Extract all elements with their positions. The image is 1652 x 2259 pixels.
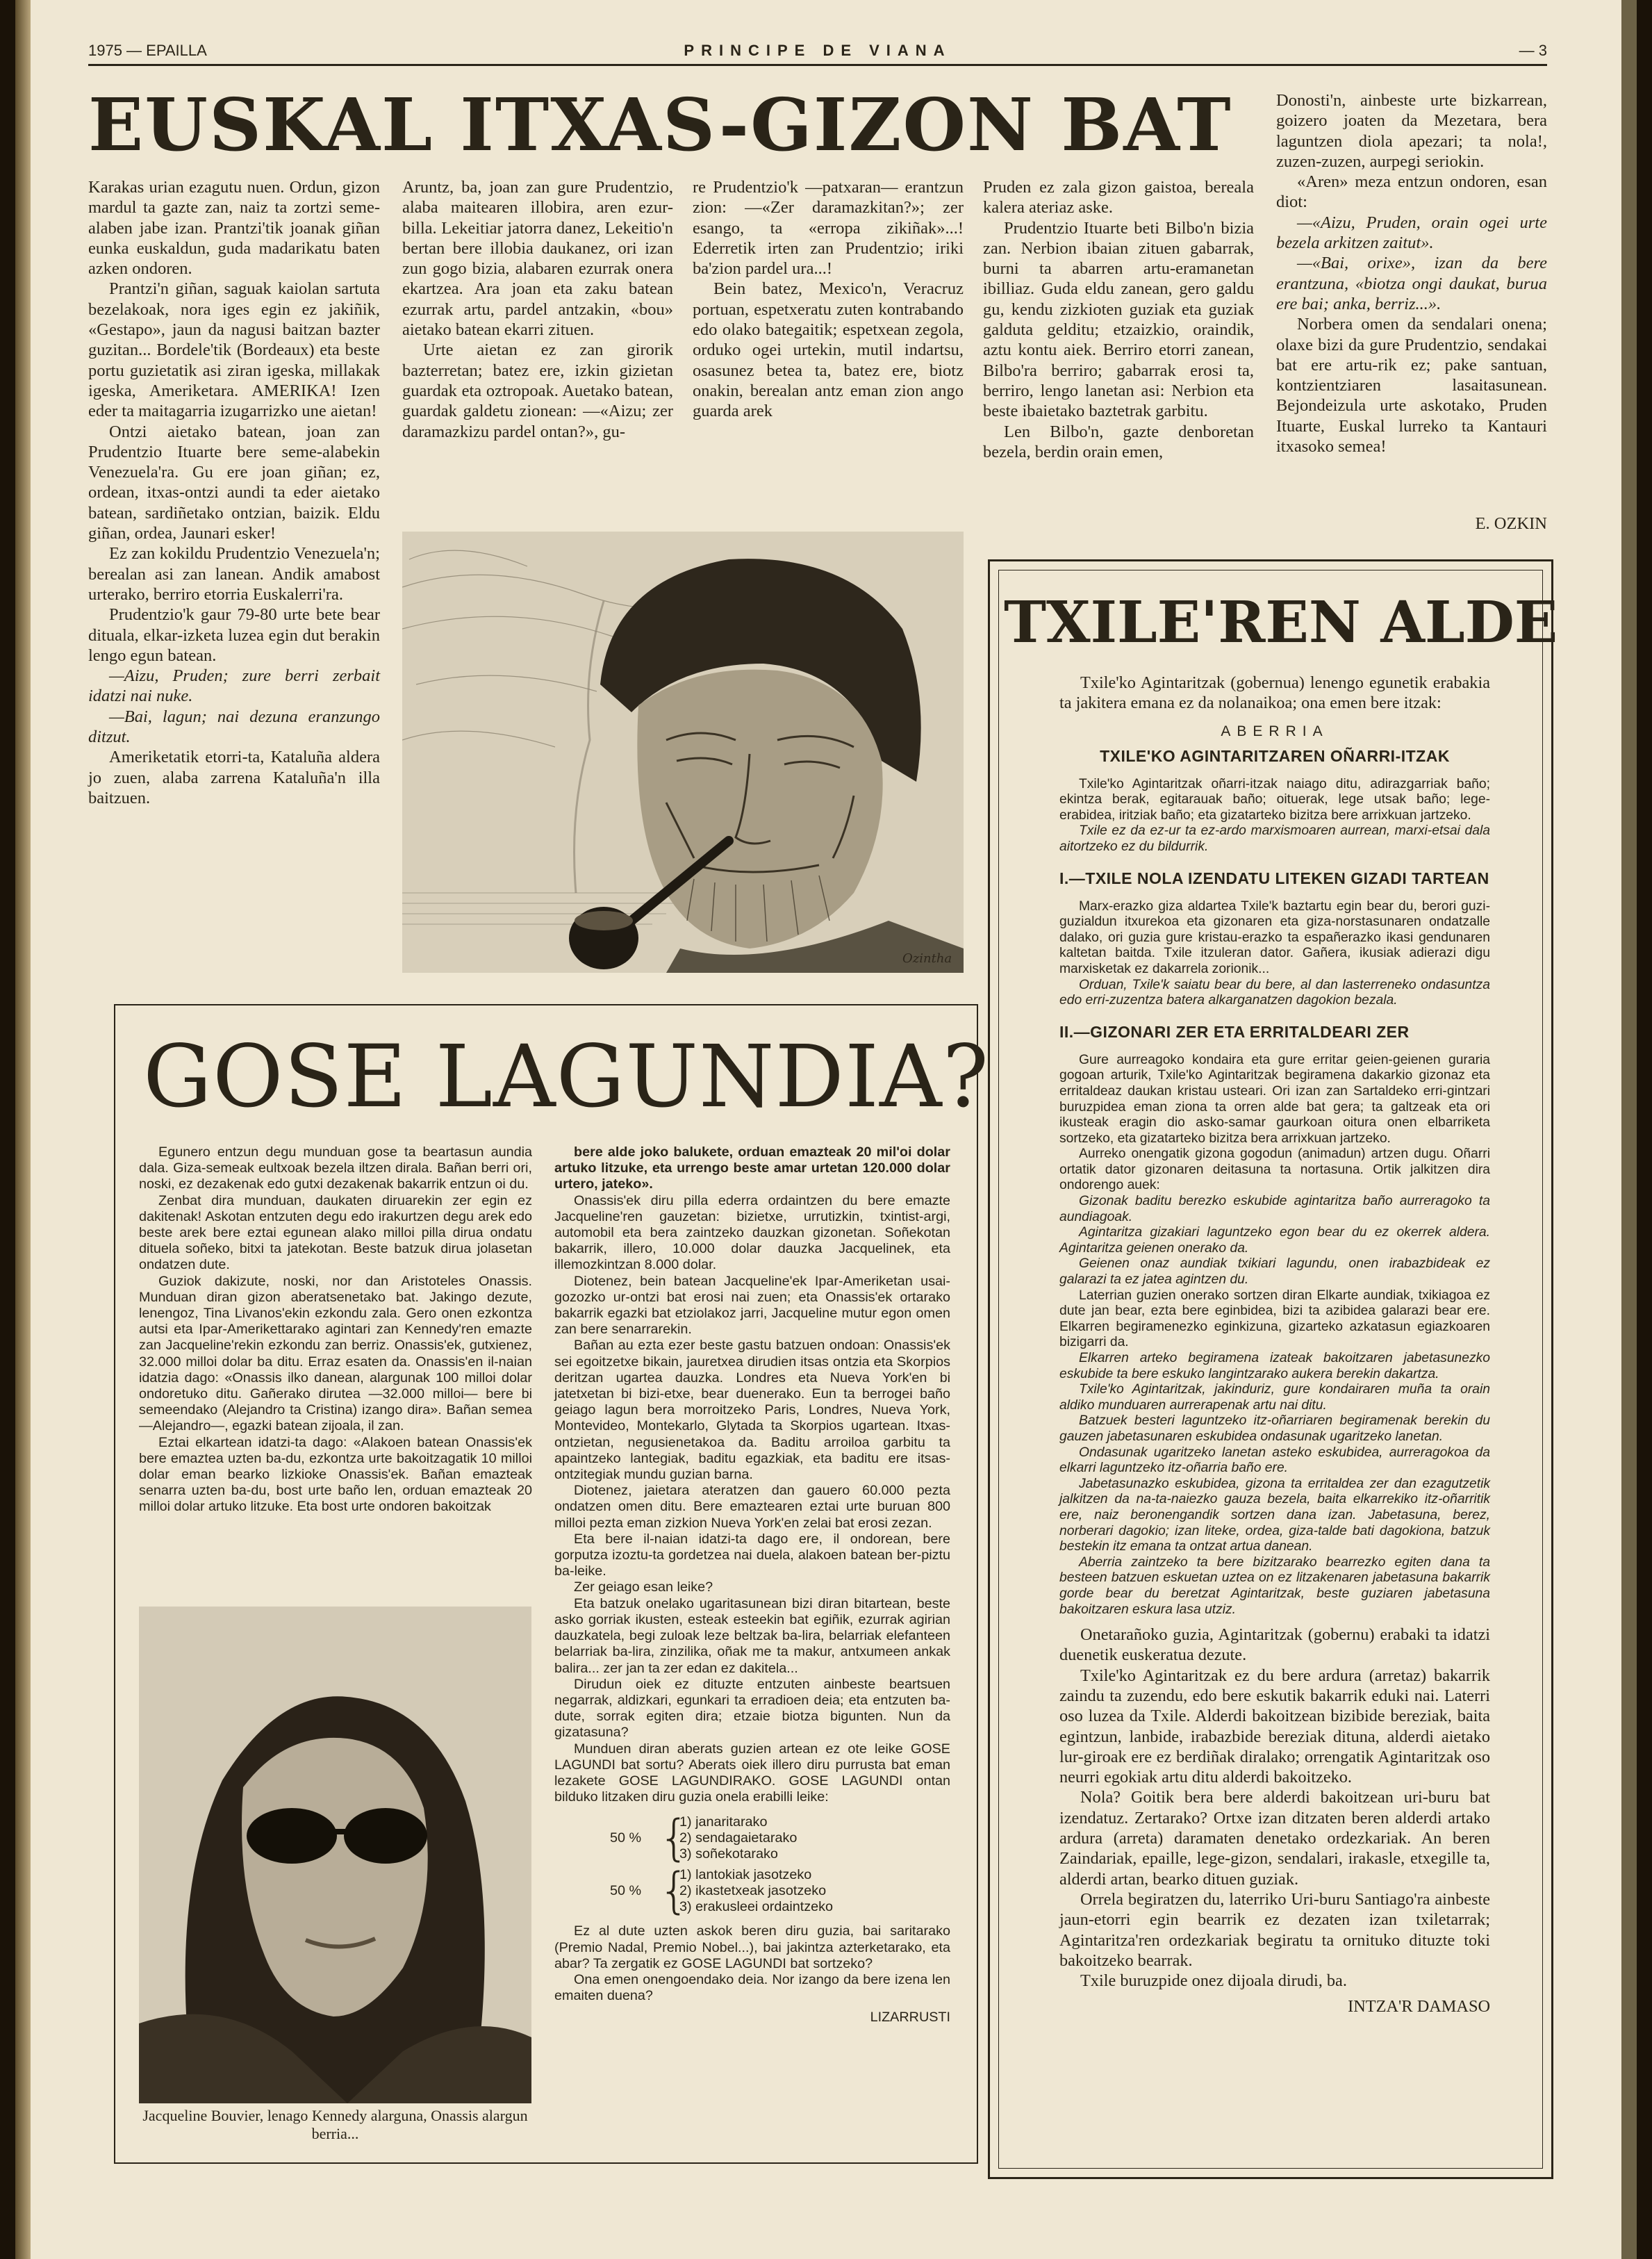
paragraph: re Prudentzio'k —patxaran— erantzun zion: —«Zer daramazkitan?»; zer esango, ta «erropa zikiñak»...! Ederretik irten zan Prudentzio; iriki ba'zion pardel ura...!: [693, 178, 964, 279]
paragraph: Bañan au ezta ezer beste gastu batzuen ondoan: Onassis'ek sei egoitzetxe bikain, jauretxea dirudien itsas ontzia eta Skorpios deritzan ugartea dauzka. Londres eta Nueva York'en bi jatetxetan bi bizi-etxe, bear duenerako. Eun ta berrogei baño geiago lagun bera morroitzeko Paris, Londres, Nueva York, Montevideo, Montekarlo, Glytada ta Skorpios ugartean. Itxas-ontzietan, negusienetakoa da. Baditu arroiloa garbitu ta apaintzeko lantegiak, baditu egazkiak, eta baditu ere itsas-ontzitegiak mundu guzian barna.: [554, 1338, 950, 1483]
section2-body: [1059, 1053, 1490, 1618]
paragraph: Aberria zaintzeko ta bere bizitzarako bearrezko egiten dana ta besteen batzuen eskuetan uztea on ez litzakenaren jabetasuna bakarrik gorde bear du beretzat Agintaritzak, beste guziaren jabetasuna bakoitzaren eskura lasa utziz.: [1059, 1554, 1490, 1617]
running-header: [88, 42, 1547, 65]
paragraph: Zenbat dira munduan, daukaten diruarekin zer egin ez dakitenak! Askotan entzuten degu edo irakurtzen degu arek edo beste arek bere eztai egunean alako milloi pilla dirua ondatu dituela soñeko, bitxi ta jatekotan. Beste batzuk dirua jolasetan ondatzen dute.: [139, 1192, 532, 1273]
paragraph: Munduen diran aberats guzien artean ez ote leike GOSE LAGUNDI bat sortu? Aberats oiek illero diru purrusta bat eman lezakete GOSE LAGUNDIRAKO. GOSE LAGUNDI ontan bilduko litzaken diru guzia onela erabilli leike:: [554, 1741, 950, 1805]
distribution-percent: 50 %: [610, 1830, 642, 1846]
paragraph: Dirudun oiek ez dituzte entzuten ainbeste beartsuen negarrak, aldizkari, egunkari ta erradioen deia; eta entzuten ba-dute, sorrak egiten dira; etzaie biotza bigunten. Nun da gizatasuna?: [554, 1676, 950, 1741]
paragraph: Eztai elkartean idatzi-ta dago: «Alakoen batean Onassis'ek bere emaztea uzten ba-du, ezkontza urte bakoitzagatik 10 milloi dolar eman bearko lizkioke Onassis'ek. Bañan emazteak senarra uzten ba-du, bost urte baño len, orduan emazteak 20 milloi dolar artuko litzuke. Eta bost urte ondoren bakoitzak: [139, 1434, 532, 1515]
paragraph: Onetarañoko guzia, Agintaritzak (gobernu) erabaki ta idatzi duenetik euskeratua dezute.: [1059, 1625, 1490, 1665]
distribution-item: 2) ikastetxeak jasotzeko: [679, 1882, 827, 1898]
article1-column-2: [402, 177, 673, 442]
paragraph: Len Bilbo'n, gazte denboretan bezela, berdin orain emen,: [983, 422, 1254, 461]
section1-body: [1059, 899, 1490, 1009]
article1-column-3: [693, 177, 964, 422]
paragraph: Zer geiago esan leike?: [574, 1579, 713, 1595]
issue-date: 1975 — EPAILLA: [88, 42, 207, 59]
article2-signature: LIZARRUSTI: [870, 2010, 950, 2026]
article3-signature: INTZA'R DAMASO: [1348, 1997, 1490, 2016]
paragraph: Txile buruzpide onez dijoala dirudi, ba.: [1080, 1971, 1347, 1991]
paragraph: —«Bai, orixe», izan da bere erantzuna, «biotza ongi daukat, burua ere bai; anka, berriz...».: [1276, 254, 1547, 313]
jacqueline-photo: [139, 1607, 531, 2103]
illustration-signature: Ozintha: [902, 951, 952, 966]
paragraph: —«Aizu, Pruden, orain ogei urte bezela arkitzen zaitut».: [1276, 213, 1547, 253]
paragraph: Ondasunak ugaritzeko lanetan asteko eskubidea, aurreragokoa da elkarri laguntzeko itz-oñarria baño ere.: [1059, 1445, 1490, 1476]
paragraph: Geienen onaz aundiak txikiari lagundu, onen irabazbideak ez galarazi ta ez jatea agintzen du.: [1059, 1256, 1490, 1288]
article3-subtitle: TXILE'KO AGINTARITZAREN OÑARRI-ITZAK: [1100, 746, 1450, 765]
paragraph: Prudentzio Ituarte beti Bilbo'n bizia zan. Nerbion ibaian zituen gabarrak, burni ta abarren artu-eramanetan ibilliaz. Guda eldu zanean, gero galdu gu, kendu zizkioten guziak eta guziak galduta gelditu; etzaizkio, oraindik, aztu kontu aiek. Berriro etorri zanean, Bilbo'ra berriro; gabarrak erosi ta, berriro, lengo lanetan asi: Nerbion eta beste ibaietako baztetrak garbitu.: [983, 218, 1254, 421]
paragraph: Guziok dakizute, noski, nor dan Aristoteles Onassis. Munduan diran gizon aberatsenetako bat. Jakingo dezute, lenengoz, Tina Livanos'ekin ezkondu zala. Gero onen ezkontza autsi eta Ipar-Amerikettarako agintari zan Kennedy'ren emazte zan Jacqueline'rekin ezkondu zan berriz. Onassis'ek, gutxienez, 32.000 milloi dolar ba ditu. Erraz esaten da. Onassis'en il-naian idatzia dago: «Onassis ilko danean, alargunak 100 milloi dolar ondoretuko ditu. Gañerako diruteа —32.000 milloi— bere bi semeendako (Alejandro ta Cristina) izango dira». Bañan semea —Alejandro—, egazki batean zijoala, il zan.: [139, 1273, 532, 1434]
distribution-group: [610, 1809, 950, 1867]
page-edge: [1621, 0, 1637, 2259]
paragraph: Ontzi aietako batean, joan zan Prudentzio Ituarte bere seme-alabekin Venezuela'ra. Gu ere joan giñan; ez, ordean, itxas-ontzi aundi ta eder aietako batean, sardiñetako ontzian, baizik. Eldu giñan, ordea, Jaunari esker!: [88, 422, 380, 543]
paragraph: Prantzi'n giñan, saguak kaiolan sartuta bezelakoak, nora iges egin ez jakiñik, «Gestapo», jaun da nagusi baitzan bazter guzitan... Bordele'tik (Bordeaux) eta beste portu guzietatik asi ziran igeska, millakak igeska, Ameriketara. AMERIKA! Izen eder ta maitagarria izugarrizko une aietan!: [88, 279, 380, 421]
paragraph: Prudentzio'k gaur 79-80 urte bete bear dituala, elkar-izketa luzea egin dut berakin lengo egun batean.: [88, 605, 380, 665]
paragraph: Agintaritza gizakiari laguntzeko egon bear du ez okerrek aldera. Agintaritza geienen onerako da.: [1059, 1225, 1490, 1256]
publication-name: PRINCIPE DE VIANA: [684, 42, 952, 59]
binding-spine: [15, 0, 31, 2259]
article3-box: [988, 559, 1558, 2179]
paragraph: Aurreko onengatik gizona gogodun (animadun) artzen dugu. Oñarri ortatik dator gizonaren deitasuna ta nortasuna. Ortik jalkitzen dira ondorengo auek:: [1059, 1147, 1490, 1193]
paragraph: Orrela begiratzen du, laterriko Uri-buru Santiago'ra ainbeste jaun-etorri egin bearrik ez dezaten izan txiletarrak; Agintaritza'ren ordezkariak begiratu ta ornituko dituzte toki bakoitzeko bearrak.: [1059, 1889, 1490, 1970]
section1-heading: I.—TXILE NOLA IZENDATU LITEKEN GIZADI TARTEAN: [1059, 869, 1489, 887]
paragraph: Laterriаn guzien onerako sortzen diran Elkarte aundiak, txikiagoa ez dute jan bear, ezta bere eginbidea, bizi ta azibidea galarazi bear ere. Elkarren begiramenezko eginkizuna, gizarteko azkatasun egiazkoaren bizigarri da.: [1059, 1288, 1490, 1350]
paragraph: Elkarren arteko begiramena izateak bakoitzaren jabetasunezko eskubide ta bere eskuko langintzarako aukera berekin dakartza.: [1059, 1351, 1490, 1381]
brace-glyph: {: [659, 1809, 690, 1867]
paragraph: Donosti'n, ainbeste urte bizkarrean, goizero joaten da Mezetara, bera laguntzen diola apezari; ta nola!, zuzen-zuzen, aurpegi seriokin.: [1276, 91, 1547, 171]
paragraph: Onassis'ek diru pilla ederra ordaintzen du bere emazte Jacqueline'ren gauzetan: bizietxe, urrutizkin, txintist-argi, automobil eta bera zaintzeko dauzkan gizonetan. Soñekotan bakarrik, illero, 10.000 dolar dauzka Jacquelinek, eta illemozkintzan 8.000 dolar.: [554, 1192, 950, 1273]
paragraph: bere alde joko balukete, orduan emazteak 20 mil'oi dolar artuko litzuke, eta urrengo beste amar urtetan 120.000 dolar urtero, jateko».: [554, 1144, 950, 1192]
distribution-item: 3) soñekotarako: [679, 1846, 778, 1862]
paragraph: Batzuek besteri laguntzeko itz-oñarriaren begiramenak berekin du gauzen jabetasunaren eskubidea ondasunak ugaritzeko lanetan.: [1059, 1413, 1490, 1444]
article2-column-1: [139, 1144, 532, 1515]
paragraph: Diotenez, jaietara ateratzen dan gauero 60.000 pezta ondatzen omen ditu. Bere emaztearen eztai urte buruan 800 milloi pezta eman zizkion Nueva York'en zelai bat erosi zezan.: [554, 1483, 950, 1531]
paragraph: Bein batez, Mexico'n, Veracruz portuan, espetxeratu zuten kontrabando edo olako bategaitik; espetxean zegola, orduko ogei urtekin, mutil indartsu, osasunez betea ta, batez ere, biotz onakin, berealan antz eman zion ango guarda arek: [693, 279, 964, 421]
paragraph: Txile'ko Agintaritzak oñarri-itzak naiago ditu, adirazgarriak baño; ekintza berak, egitarauak baño; oituerak, lege utsak baño; lege-erabidea, iritziak baño; eta gizatarteko bizitza bere arrixkuan jartzeko.: [1059, 776, 1490, 823]
paragraph: Eta batzuk onelako ugaritasunean bizi diran bitartean, beste asko gorriak ikusten, esteak esteekin bat egiñik, ezurrak agirian dauzkatela, begi zuloak leze beltzak ba-lira, belarriak elefanteen belarriak ba-lira, zinzilika, oñak me ta makur, antxumeen ankak balira... zer jan ta zer edan ez dakitela...: [554, 1595, 950, 1676]
page-number: — 3: [1519, 42, 1547, 59]
paragraph: Nola? Goitik bera bere alderdi bakoitzean uri-buru bat izendatuz. Zertarako? Ortxe izan ditzaten beren alderdi artako ardura (arreta) daramaten denetako ordezkariak. An beren Zaindariak, epaille, lege-gizon, sendalari, irakasle, etxegille ta, alderdi artan, bearko dituen guziak.: [1059, 1788, 1490, 1889]
distribution-item: 1) janaritarako: [679, 1814, 768, 1830]
article-title-txile: TXILE'REN ALDE: [1004, 589, 1558, 656]
photo-caption: Jacqueline Bouvier, lenago Kennedy alarguna, Onassis alargun berria...: [142, 2107, 528, 2142]
distribution-item: 3) erakusleei ordaintzeko: [679, 1898, 834, 1914]
paragraph: Marx-erazko giza aldartea Txile'k baztartu egin bear du, berori guzi-guzialdun itxurekoa eta gizonaren eta giza-norstasunaren ondatzalle dalako, ori guzia gure kristau-erazko ta españerazko ikasi gendunaren kaltetan baitda. Txile itzuleran dator. Gañera, ikusiak adierazi digu marxisketak ez dakarrela zorionik...: [1059, 898, 1490, 976]
paragraph: Karakas urian ezagutu nuen. Ordun, gizon mardul ta gazte zan, naiz ta zortzi seme-alaben jabe izan. Prantzi'tik joanak giñan eunka euskaldun, guda madarikatu baten azken ondoren.: [88, 178, 380, 279]
article1-column-1: [88, 177, 380, 808]
article3-source: ABERRIA: [1221, 723, 1329, 739]
distribution-list: [610, 1809, 950, 1920]
article3-intro: Txile'ko Agintaritzak (gobernua) lenengo egunetik erabakia ta jakitera emana ez da nolanaikoa; ona emen bere itzak:: [1059, 673, 1490, 713]
article3-conclusion: [1059, 1625, 1490, 1991]
paragraph: Orduan, Txile'k saiatu bear du bere, al dan lasterreneko ondasuntza edo erri-zuzentza batera alkarganatzen dagokion bezala.: [1059, 977, 1490, 1008]
distribution-item: 1) lantokiak jasotzeko: [679, 1866, 812, 1882]
fisherman-illustration: [402, 532, 964, 973]
article-title-euskal: EUSKAL ITXAS-GIZON BAT: [88, 82, 1232, 167]
article-title-gose: GOSE LAGUNDIA?: [143, 1027, 989, 1127]
paragraph: Ona emen onengoendako deia. Nor izango da bere izena len emaiten duena?: [554, 1971, 950, 2004]
paragraph: Egunero entzun degu munduan gose ta beartasun aundia dala. Giza-semeak eultxoak bezela iltzen dirala. Bañan berri ori, noski, ez dezakenak edo gutxi dezakenak bakarrik entzun oi du.: [139, 1144, 532, 1192]
paragraph: —Bai, lagun; nai dezuna eranzungo ditzut.: [88, 707, 380, 747]
distribution-item: 2) sendagaietarako: [679, 1830, 798, 1846]
paragraph: Urte aietan ez zan girorik bazterretan; batez ere, izkin gizietan guardak eta oztropoak. Auetako batean, guardak galdetu zionean: —«Aizu; zer daramazkizu pardel ontan?», gu-: [402, 340, 673, 441]
paragraph: Norbera omen da sendalari onena; olaxe bizi da gure Prudentzio, sendakai bat ere artu-rik ez; pake santuan, kontzientziaren lasaitasunean. Bejondeizula urte askotako, Pruden Ituarte, Euskal lurreko ta Kantauri itxasoko semea!: [1276, 315, 1547, 457]
paragraph: Ameriketatik etorri-ta, Kataluña aldera jo zuen, alaba zarrena Kataluña'n illa baitzuen.: [88, 748, 380, 807]
paragraph: Jabetasunazko eskubidea, gizona ta erritaldea zer dan ezagutzetik jalkitzen da na-ta-naiezko gauza bezela, baita elkarrekiko itz-oñarritik ere, naiz beronengandik sortzen dana izan. Jabetasuna, berez, norberari dagokio; izan liteke, ordea, giza-talde bati dagokiona, batzuk bestekin itz emana ta ontzat artua danean.: [1059, 1476, 1490, 1554]
article3-intro-body: [1059, 777, 1490, 855]
article1-column-5: [1276, 90, 1547, 457]
paragraph: Diotenez, bein batean Jacqueline'ek Ipar-Ameriketan usai-gozozko ur-ontzi bat erosi nai zuen; eta Onassis'ek ortarako bakarrik egazki bat etziolakoz jarri, Jacqueline mutur egon omen zan bere senarrarekin.: [554, 1273, 950, 1338]
paragraph: Ez al dute uzten askok beren diru guzia, bai saritarako (Premio Nadal, Premio Nobel...), bai jakintza azterketarako, eta abar? Ta zergatik ez GOSE LAGUNDI bat sortzeko?: [554, 1923, 950, 1971]
header-rule: [88, 64, 1547, 66]
paragraph: Txile'ko Agintaritzak, jakinduriz, gure kondairaren muña ta orain aldiko munduaren aurrerapenak artu nai ditu.: [1059, 1382, 1490, 1413]
distribution-group: [610, 1862, 950, 1920]
paragraph: Eta bere il-naian idatzi-ta dago ere, il ondorean, bere gorputza izoztu-ta gordetzea nai duela, alakoen batean ber-piztu ba-leike.: [554, 1531, 950, 1579]
paragraph: Txile'ko Agintaritzak ez du bere ardura (arretaz) bakarrik zaindu ta zuzendu, edo bere eskutik bakarrik eduki nai. Laterri oso luzea da Txile. Alderdi bakoitzean bizibide bereziak, baita egintzun, lanbide, irabazbide bereziak dituna, alderdi aietako lur-giroak ere ez berdiñak diralako; orrengatik Agintaritzak oso neurri egokiak artu ditu alderdi bakoitzeko.: [1059, 1666, 1490, 1787]
article3-body: [1059, 673, 1490, 2017]
paragraph: Gizonak baditu berezko eskubide agintaritza baño aurreragoko ta aundiagoak.: [1059, 1194, 1490, 1224]
paragraph: Ez zan kokildu Prudentzio Venezuela'n; berealan asi zan lanean. Andik amabost urterako, berriro etorria Euskalerri'ra.: [88, 544, 380, 604]
article2-column-2: [554, 1144, 950, 2026]
paragraph: Aruntz, ba, joan zan gure Prudentzio, alaba maitearen illobira, aren ezur-billa. Lekeitiar jatorra danez, Lekeitio'n bertan bere illobia daukanez, ori izan zun gogo bizia, alabaren ezurrak onera ekartzea. Ara joan eta zaku batean ezurrak artu, pardel antzakin, «bou» aietako batean ekarri zituen.: [402, 178, 673, 340]
distribution-percent: 50 %: [610, 1882, 642, 1898]
article2-box: [114, 1004, 989, 2164]
article1-signature: E. OZKIN: [1475, 514, 1547, 533]
paragraph: Pruden ez zala gizon gaistoa, bereala kalera ateriaz aske.: [983, 178, 1254, 217]
paragraph: —Aizu, Pruden; zure berri zerbait idatzi nai nuke.: [88, 666, 380, 706]
article1-column-4: [983, 177, 1254, 462]
section2-heading: II.—GIZONARI ZER ETA ERRITALDEARI ZER: [1059, 1022, 1410, 1041]
paragraph: Txile ez da ez-ur ta ez-ardo marxismoaren aurrean, marxi-etsai dala aitortzeko ez du bildurrik.: [1059, 823, 1490, 854]
newspaper-page: [15, 0, 1637, 2259]
paragraph: Gure aurreagoko kondaira eta gure erritar geien-geienen guraria gogoan arturik, Txile'ko Agintaritzak begiramena dakarkio gizonaz eta erritaldeaz daukan kristau usteari. Ori izan zan Sartaldeko erri-gintzari buruzpidea eman ziona ta orren alde bat gera; ta galtzeak eta ori ikusteak eragin dio asko-samar gaurkoan oitura onen elbarriketa sortzeko, eta gizatarteko bizitza bera arrixkuan jartzeko.: [1059, 1052, 1490, 1146]
brace-glyph: {: [659, 1862, 690, 1920]
paragraph: «Aren» meza entzun ondoren, esan diot:: [1276, 172, 1547, 212]
